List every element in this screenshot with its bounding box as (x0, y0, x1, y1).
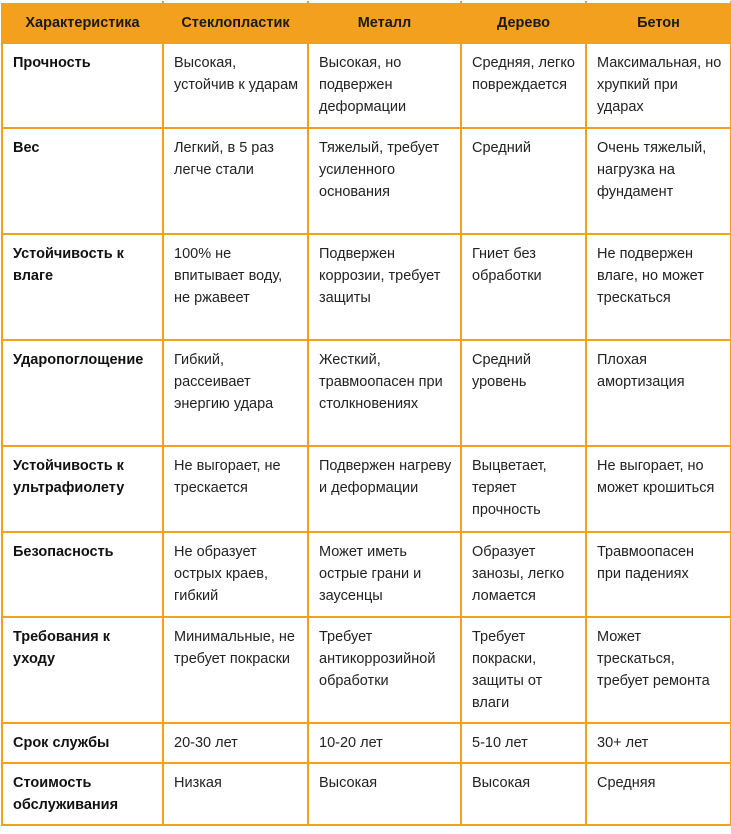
table-cell: Не подвержен влаге, но может трескаться (586, 234, 731, 340)
table-cell: Требует покраски, защиты от влаги (461, 617, 586, 723)
table-row (2, 340, 731, 446)
table-cell: Легкий, в 5 раз легче стали (163, 128, 308, 234)
table-cell: Выцветает, теряет прочность (461, 446, 586, 532)
table-cell: Подвержен нагреву и деформации (308, 446, 461, 532)
table-cell: Средняя (586, 763, 731, 825)
table-cell: Жесткий, травмоопасен при столкновениях (308, 340, 461, 446)
table-row (2, 43, 731, 128)
table-cell: Низкая (163, 763, 308, 825)
table-cell: 5-10 лет (461, 723, 586, 763)
table-row (2, 723, 731, 763)
table-cell: 20-30 лет (163, 723, 308, 763)
table-cell: Образует занозы, легко ломается (461, 532, 586, 617)
row-label: Устойчивость к ультрафиолету (2, 446, 163, 532)
header-concrete: Бетон (586, 2, 731, 43)
row-label: Прочность (2, 43, 163, 128)
table-cell: Гибкий, рассеивает энергию удара (163, 340, 308, 446)
row-label: Устойчивость к влаге (2, 234, 163, 340)
table-body (2, 43, 731, 825)
table-cell: Высокая (461, 763, 586, 825)
header-row (2, 2, 731, 43)
table-row (2, 128, 731, 234)
row-label: Ударопоглощение (2, 340, 163, 446)
row-label: Стоимость обслуживания (2, 763, 163, 825)
header-characteristic: Характеристика (2, 2, 163, 43)
row-label: Требования к уходу (2, 617, 163, 723)
table-cell: Может трескаться, требует ремонта (586, 617, 731, 723)
table-cell: Не выгорает, не трескается (163, 446, 308, 532)
table-cell: Не образует острых краев, гибкий (163, 532, 308, 617)
table-cell: 10-20 лет (308, 723, 461, 763)
table-cell: Средний (461, 128, 586, 234)
table-cell: 30+ лет (586, 723, 731, 763)
table-cell: Максимальная, но хрупкий при ударах (586, 43, 731, 128)
table-cell: Тяжелый, требует усиленного основания (308, 128, 461, 234)
header-fiberglass: Стеклопластик (163, 2, 308, 43)
table-cell: Средняя, легко повреждается (461, 43, 586, 128)
row-label: Безопасность (2, 532, 163, 617)
header-wood: Дерево (461, 2, 586, 43)
table-cell: 100% не впитывает воду, не ржавеет (163, 234, 308, 340)
table-row (2, 763, 731, 825)
table-cell: Средний уровень (461, 340, 586, 446)
table-row (2, 532, 731, 617)
table-cell: Высокая, но подвержен деформации (308, 43, 461, 128)
comparison-table (1, 1, 731, 826)
table-cell: Минимальные, не требует покраски (163, 617, 308, 723)
table-cell: Высокая, устойчив к ударам (163, 43, 308, 128)
table-cell: Травмоопасен при падениях (586, 532, 731, 617)
table-cell: Высокая (308, 763, 461, 825)
table-row (2, 617, 731, 723)
table-cell: Гниет без обработки (461, 234, 586, 340)
table-row (2, 234, 731, 340)
table-cell: Подвержен коррозии, требует защиты (308, 234, 461, 340)
row-label: Срок службы (2, 723, 163, 763)
table-cell: Плохая амортизация (586, 340, 731, 446)
table-cell: Может иметь острые грани и заусенцы (308, 532, 461, 617)
row-label: Вес (2, 128, 163, 234)
table-cell: Не выгорает, но может крошиться (586, 446, 731, 532)
table-row (2, 446, 731, 532)
table-cell: Очень тяжелый, нагрузка на фундамент (586, 128, 731, 234)
table-cell: Требует антикоррозийной обработки (308, 617, 461, 723)
header-metal: Металл (308, 2, 461, 43)
table-header (2, 2, 731, 43)
